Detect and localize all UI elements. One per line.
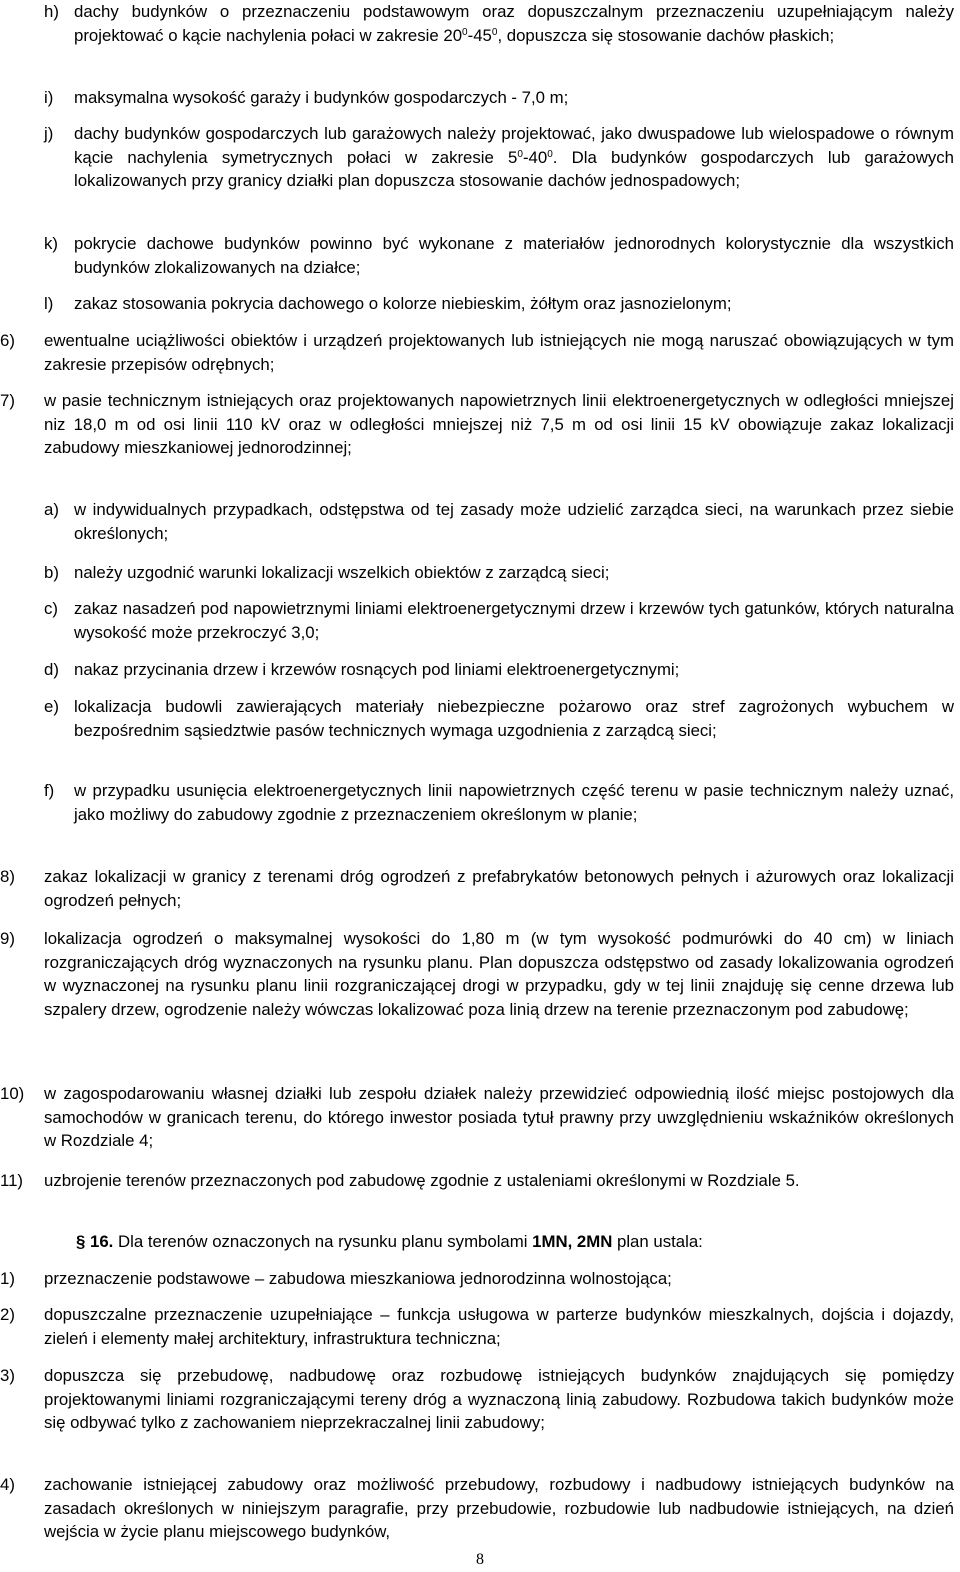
- item-label: 2): [0, 1305, 15, 1324]
- list-item-7: [0, 389, 954, 460]
- item-text: zakaz lokalizacji w granicy z terenami dróg ogrodzeń z prefabrykatów betonowych pełnych i ażurowych oraz lokalizacji ogrodzeń pełnych;: [44, 867, 954, 910]
- paragraph-16: [76, 1230, 954, 1254]
- item-label: 6): [0, 331, 15, 350]
- list-item-10: [0, 1082, 954, 1153]
- item-text: dopuszczalne przeznaczenie uzupełniające – funkcja usługowa w parterze budynków mieszkalnych, dojścia i dojazdy, zieleń i elementy małej architektury, infrastruktura techniczna;: [44, 1305, 954, 1348]
- list-item-7c: [0, 597, 954, 644]
- item-label: 11): [0, 1171, 24, 1190]
- item-label: 8): [0, 867, 15, 886]
- item-label: j): [44, 124, 54, 143]
- list-item-6: [0, 329, 954, 376]
- list-item-8: [0, 865, 954, 912]
- item-text: maksymalna wysokość garaży i budynków gospodarczych - 7,0 m;: [74, 88, 569, 107]
- item-text: w przypadku usunięcia elektroenergetycznych linii napowietrznych część terenu w pasie technicznym należy uznać, jako możliwy do zabudowy zgodnie z przeznaczeniem określonym w planie;: [74, 781, 954, 824]
- item-label: 1): [0, 1269, 15, 1288]
- item-text: ewentualne uciążliwości obiektów i urządzeń projektowanych lub istniejących nie mogą naruszać obowiązujących w tym zakresie przepisów odrębnych;: [44, 331, 954, 374]
- item-label: 10): [0, 1084, 25, 1103]
- paragraph-intro: Dla terenów oznaczonych na rysunku planu symbolami 1MN, 2MN plan ustala:: [113, 1232, 703, 1251]
- list-item-7b: [0, 561, 954, 585]
- item-text: w zagospodarowaniu własnej działki lub zespołu działek należy przewidzieć odpowiednią ilość miejsc postojowych dla samochodów w granicach terenu, do którego inwestor posiada tytuł prawny przy uwzględnieniu wskaźników określonych w Rozdziale 4;: [44, 1084, 954, 1150]
- item-label: k): [44, 234, 58, 253]
- list-item-11: [0, 1169, 954, 1193]
- list-item-k: [0, 232, 954, 279]
- item-text: dopuszcza się przebudowę, nadbudowę oraz rozbudowę istniejących budynków znajdujących się pomiędzy projektowanymi liniami rozgraniczającymi tereny dróg a wyznaczoną linią zabudowy. Rozbudowa takich budynków może się odbywać tylko z zachowaniem nieprzekraczalnej linii zabudowy;: [44, 1366, 954, 1432]
- item-text: lokalizacja budowli zawierających materiały niebezpieczne pożarowo oraz stref zagrożonych wybuchem w bezpośrednim sąsiedztwie pasów technicznych wymaga uzgodnienia z zarządcą sieci;: [74, 697, 954, 740]
- item-label: e): [44, 697, 59, 716]
- list-item-7f: [0, 779, 954, 826]
- item-text: pokrycie dachowe budynków powinno być wykonane z materiałów jednorodnych kolorystycznie dla wszystkich budynków zlokalizowanych na działce;: [74, 234, 954, 277]
- list-item-p2: [0, 1303, 954, 1350]
- list-item-p3: [0, 1364, 954, 1435]
- item-label: 3): [0, 1366, 15, 1385]
- item-text: zakaz nasadzeń pod napowietrznymi liniami elektroenergetycznymi drzew i krzewów tych gatunków, których naturalna wysokość może przekroczyć 3,0;: [74, 599, 954, 642]
- item-text: w indywidualnych przypadkach, odstępstwa od tej zasady może udzielić zarządca sieci, na warunkach przez siebie określonych;: [74, 500, 954, 543]
- item-label: 9): [0, 929, 15, 948]
- item-label: f): [44, 781, 55, 800]
- item-label: a): [44, 500, 59, 519]
- item-label: h): [44, 2, 59, 21]
- item-label: c): [44, 599, 58, 618]
- item-text: przeznaczenie podstawowe – zabudowa mieszkaniowa jednorodzinna wolnostojąca;: [44, 1269, 672, 1288]
- list-item-9: [0, 927, 954, 1021]
- list-item-p4: [0, 1473, 954, 1544]
- list-item-7d: [0, 658, 954, 682]
- item-label: d): [44, 660, 59, 679]
- item-text: w pasie technicznym istniejących oraz projektowanych napowietrznych linii elektroenergetycznych w odległości mniejszej niz 18,0 m od osi linii 110 kV oraz w odległości mniejszej niż 7,5 m od osi linii 15 kV obowiązuje zakaz lokalizacji zabudowy mieszkaniowej jednorodzinnej;: [44, 391, 954, 457]
- list-item-7e: [0, 695, 954, 742]
- item-label: b): [44, 563, 59, 582]
- list-item-h: [0, 0, 954, 47]
- item-text: zachowanie istniejącej zabudowy oraz możliwość przebudowy, rozbudowy i nadbudowy istniejących budynków na zasadach określonych w niniejszym paragrafie, przy przebudowie, rozbudowie lub nadbudowie istniejących, na dzień wejścia w życie planu miejscowego budynków,: [44, 1475, 954, 1541]
- item-label: i): [44, 88, 54, 107]
- paragraph-number: § 16.: [76, 1232, 114, 1251]
- list-item-7a: [0, 498, 954, 545]
- item-text: nakaz przycinania drzew i krzewów rosnących pod liniami elektroenergetycznymi;: [74, 660, 680, 679]
- list-item-l: [0, 292, 954, 316]
- item-label: l): [44, 294, 54, 313]
- item-label: 4): [0, 1475, 15, 1494]
- page-number: 8: [476, 1551, 484, 1568]
- item-text: zakaz stosowania pokrycia dachowego o kolorze niebieskim, żółtym oraz jasnozielonym;: [74, 294, 732, 313]
- item-text: dachy budynków gospodarczych lub garażowych należy projektować, jako dwuspadowe lub wielospadowe o równym kącie nachylenia symetrycznych połaci w zakresie $5^0-40^0$. Dla budynków gospodarczych lub garażowych lokalizowanych przy granicy działki plan dopuszcza stosowanie dachów jednospadowych;: [74, 124, 954, 190]
- list-item-i: [0, 86, 954, 110]
- item-label: 7): [0, 391, 15, 410]
- item-text: należy uzgodnić warunki lokalizacji wszelkich obiektów z zarządcą sieci;: [74, 563, 610, 582]
- list-item-p1: [0, 1267, 954, 1291]
- item-text: uzbrojenie terenów przeznaczonych pod zabudowę zgodnie z ustaleniami określonymi w Rozdziale 5.: [44, 1171, 800, 1190]
- item-text: lokalizacja ogrodzeń o maksymalnej wysokości do 1,80 m (w tym wysokość podmurówki do 40 cm) w liniach rozgraniczających dróg wyznaczonych na rysunku planu. Plan dopuszcza odstępstwo od zasady lokalizowania ogrodzeń w wyznaczonej na rysunku planu linii rozgraniczającej drogi w przypadku, gdy w tej linii znajduję się cenne drzewa lub szpalery drzew, ogrodzenie należy wówczas lokalizować poza linią drzew na terenie przeznaczonym pod zabudowę;: [44, 929, 954, 1019]
- item-text: dachy budynków o przeznaczeniu podstawowym oraz dopuszczalnym przeznaczeniu uzupełniającym należy projektować o kącie nachylenia połaci w zakresie $20^0-45^0$, dopuszcza się stosowanie dachów płaskich;: [74, 2, 954, 45]
- list-item-j: [0, 122, 954, 193]
